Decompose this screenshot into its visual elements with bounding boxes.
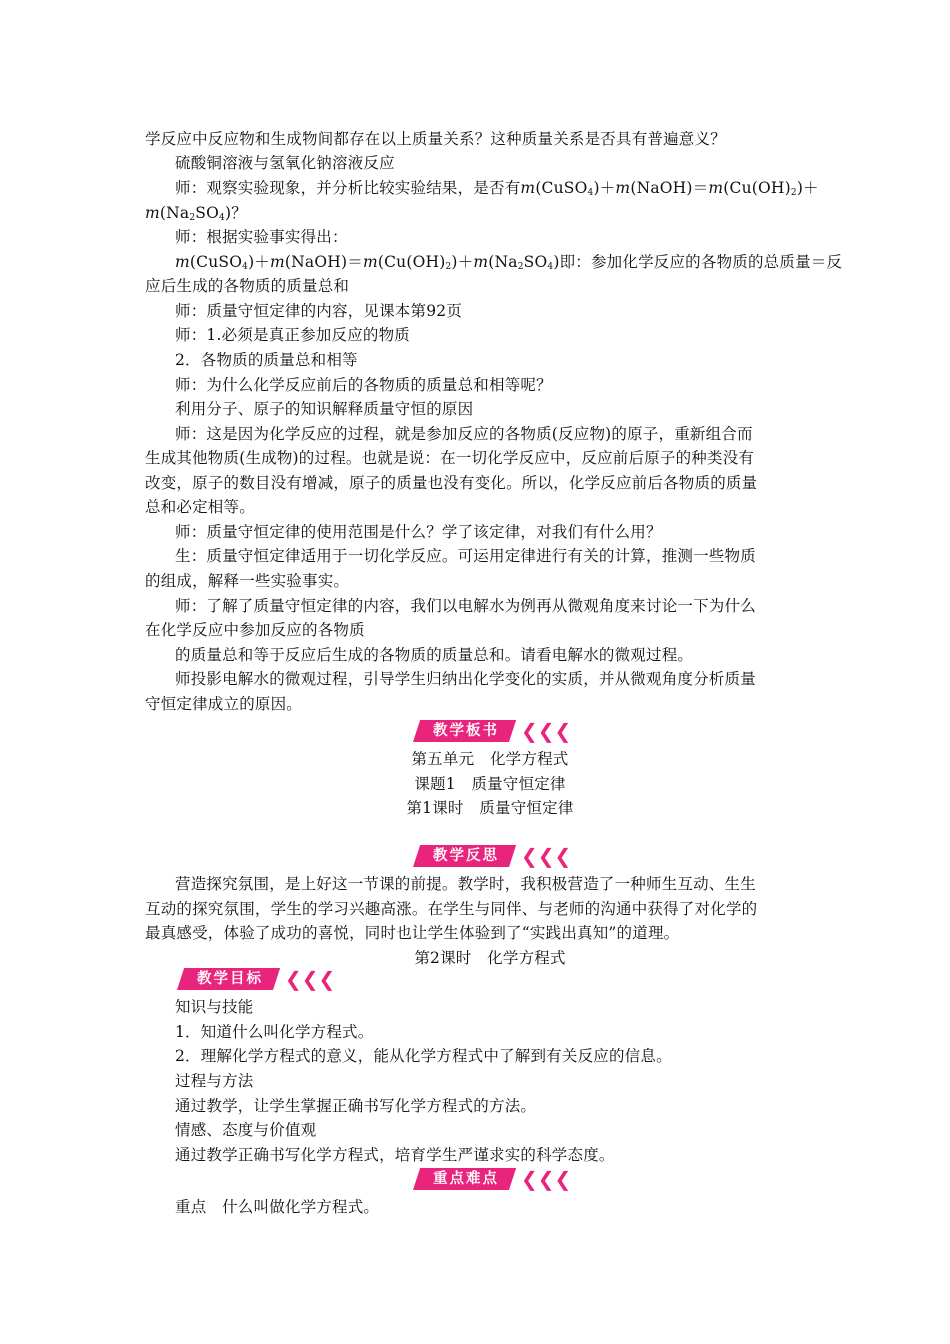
chevron-left-icon: ❮❮❮ [521,719,572,743]
key-point-line: 重点 什么叫做化学方程式。 [175,1198,380,1216]
equation-question-line-cont: $m(Na_2SO_4)$？ [145,204,247,223]
paragraph-line: 师投影电解水的微观过程，引导学生归纳出化学变化的实质，并从微观角度分析质量 [175,670,756,688]
paragraph-line: 师：为什么化学反应前后的各物质的质量总和相等呢？ [175,376,552,394]
paragraph-line: 生成其他物质(生成物)的过程。也就是说：在一切化学反应中，反应前后原子的种类没有 [145,449,755,467]
chevron-left-icon: ❮❮❮ [521,844,572,868]
banner-label: 教学板书 [433,723,499,739]
paragraph-line: 2．各物质的质量总和相等 [175,351,358,369]
board-topic-title: 课题1 质量守恒定律 [414,775,566,793]
paragraph-line: 应后生成的各物质的质量总和 [145,277,350,295]
goal-heading: 知识与技能 [175,998,254,1016]
paragraph-line: 营造探究氛围，是上好这一节课的前提。教学时，我积极营造了一种师生互动、生生 [175,875,756,893]
paragraph-line: 师：1.必须是真正参加反应的物质 [175,326,410,344]
chevron-left-icon: ❮❮❮ [521,1167,572,1191]
banner-label: 教学反思 [433,848,499,864]
paragraph-line: 师：质量守恒定律的使用范围是什么？学了该定律，对我们有什么用？ [175,523,662,541]
equation-question-line: 师：观察实验现象，并分析比较实验结果，是否有$m(CuSO_4)+m(NaOH)=m(Cu(OH)_2)+$ [175,179,819,198]
paragraph-line: 师：了解了质量守恒定律的内容，我们以电解水为例再从微观角度来讨论一下为什么 [175,597,756,615]
paragraph-line: 总和必定相等。 [145,498,255,516]
paragraph-line: 守恒定律成立的原因。 [145,695,303,713]
paragraph-line: 利用分子、原子的知识解释质量守恒的原因 [175,400,474,418]
goal-item: 通过教学，让学生掌握正确书写化学方程式的方法。 [175,1097,537,1115]
paragraph-line: 硫酸铜溶液与氢氧化钠溶液反应 [175,154,395,172]
banner-label: 教学目标 [197,971,263,987]
goal-item: 2．理解化学方程式的意义，能从化学方程式中了解到有关反应的信息。 [175,1047,672,1065]
goal-item: 通过教学正确书写化学方程式，培育学生严谨求实的科学态度。 [175,1146,615,1164]
board-unit-title: 第五单元 化学方程式 [411,750,569,768]
paragraph-line: 改变，原子的数目没有增减，原子的质量也没有变化。所以，化学反应前后各物质的质量 [145,474,758,492]
board-lesson-title: 第1课时 质量守恒定律 [406,799,574,817]
goal-heading: 过程与方法 [175,1072,254,1090]
section-banner-keypoints [413,1168,583,1190]
goal-heading: 情感、态度与价值观 [175,1121,317,1139]
equation-line: $m(CuSO_4)+m(NaOH)=m(Cu(OH)_2)+m(Na_2SO_4)$即：参加化学反应的各物质的总质量＝反 [175,253,843,272]
goal-item: 1．知道什么叫化学方程式。 [175,1023,374,1041]
paragraph-line: 学反应中反应物和生成物间都存在以上质量关系？这种质量关系是否具有普遍意义？ [145,130,726,148]
banner-label: 重点难点 [433,1171,499,1187]
paragraph-line: 师：质量守恒定律的内容，见课本第92页 [175,302,463,320]
paragraph-line: 生：质量守恒定律适用于一切化学反应。可运用定律进行有关的计算，推测一些物质 [175,547,756,565]
lesson-2-title: 第2课时 化学方程式 [414,949,566,967]
paragraph-line: 的质量总和等于反应后生成的各物质的质量总和。请看电解水的微观过程。 [175,646,694,664]
section-banner-goals [177,968,347,990]
paragraph-line: 师：这是因为化学反应的过程，就是参加反应的各物质(反应物)的原子，重新组合而 [175,425,753,443]
chevron-left-icon: ❮❮❮ [285,967,336,991]
paragraph-line: 师：根据实验事实得出： [175,228,348,246]
paragraph-line: 的组成，解释一些实验事实。 [145,572,350,590]
paragraph-line: 最真感受，体验了成功的喜悦，同时也让学生体验到了“实践出真知”的道理。 [145,924,680,942]
paragraph-line: 互动的探究氛围，学生的学习兴趣高涨。在学生与同伴、与老师的沟通中获得了对化学的 [145,900,758,918]
section-banner-reflection [413,845,583,867]
paragraph-line: 在化学反应中参加反应的各物质 [145,621,365,639]
section-banner-board [413,720,583,742]
